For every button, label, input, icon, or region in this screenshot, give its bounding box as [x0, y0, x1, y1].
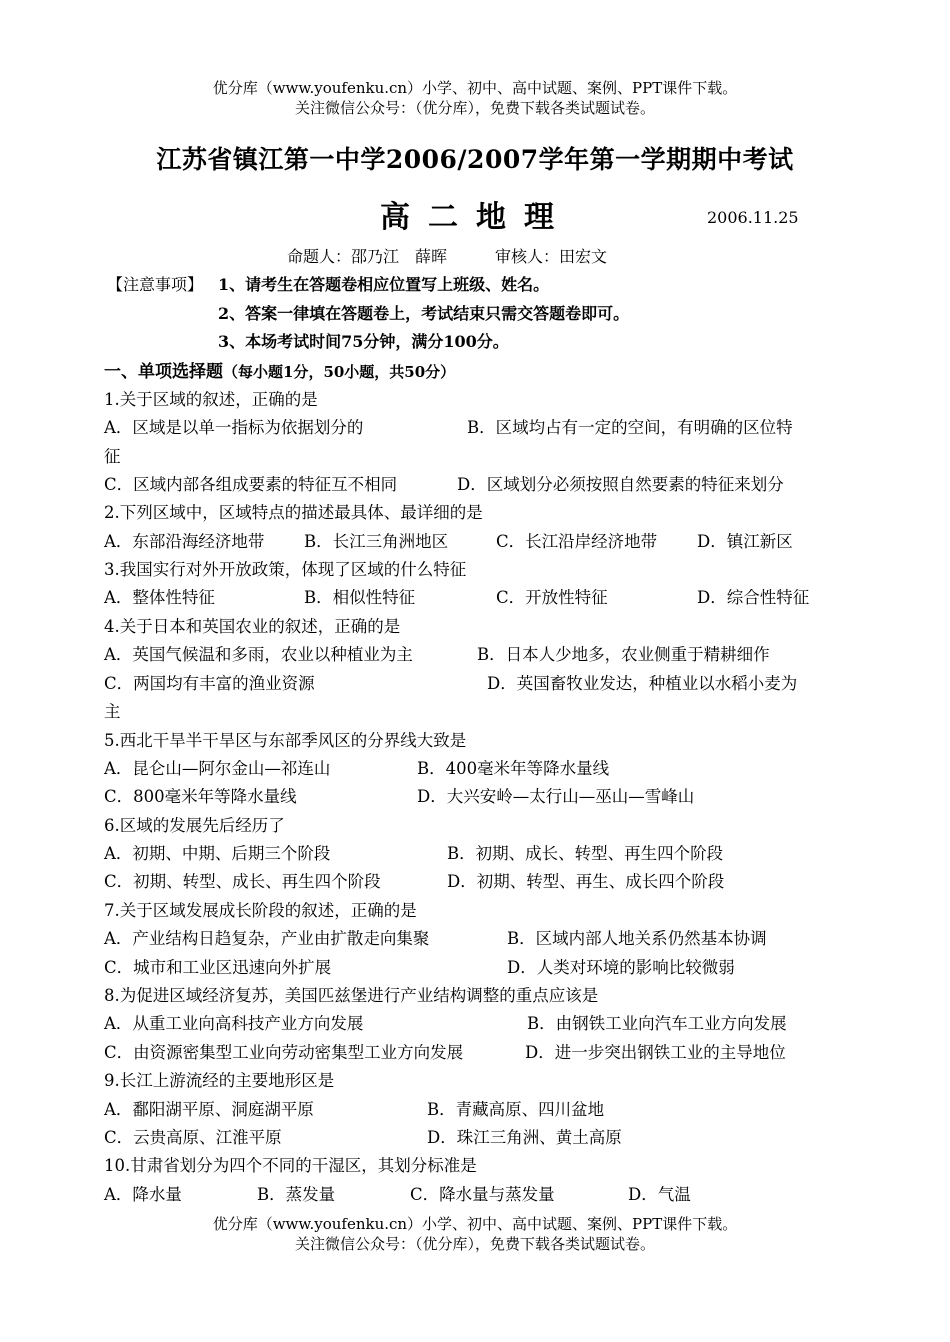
question-7-option: C．城市和工业区迅速向外扩展 [104, 958, 332, 977]
question-1-option-wrap: 征 [104, 447, 121, 466]
question-3-stem: 3.我国实行对外开放政策，体现了区域的什么特征 [104, 560, 467, 579]
question-6-option: C．初期、转型、成长、再生四个阶段 [104, 872, 381, 891]
section-title [104, 357, 455, 382]
notice-label: 【注意事项】 [107, 275, 204, 294]
question-7-option: D．人类对环境的影响比较微弱 [507, 958, 735, 977]
question-4-stem: 4.关于日本和英国农业的叙述，正确的是 [104, 617, 401, 636]
question-8-option: A．从重工业向高科技产业方向发展 [104, 1014, 364, 1033]
question-2-option: B．长江三角洲地区 [304, 532, 449, 551]
question-1-option: A．区域是以单一指标为依据划分的 [104, 418, 364, 437]
question-2-option: D．镇江新区 [697, 532, 793, 551]
notice-item-2: 2、答案一律填在答题卷上，考试结束只需交答题卷即可。 [218, 304, 630, 323]
question-3-option: C．开放性特征 [496, 588, 608, 607]
question-9-option: B．青藏高原、四川盆地 [427, 1100, 605, 1119]
question-8-option: B．由钢铁工业向汽车工业方向发展 [527, 1014, 787, 1033]
question-8-stem: 8.为促进区域经济复苏，美国匹兹堡进行产业结构调整的重点应该是 [104, 986, 599, 1005]
question-10-option: C．降水量与蒸发量 [410, 1185, 555, 1204]
question-6-option: B．初期、成长、转型、再生四个阶段 [447, 844, 724, 863]
question-5-stem: 5.西北干旱半干旱区与东部季风区的分界线大致是 [104, 731, 467, 750]
subject-title: 高二地理 [380, 200, 572, 235]
question-3-option: D．综合性特征 [697, 588, 810, 607]
question-7-option: B．区域内部人地关系仍然基本协调 [507, 929, 767, 948]
question-8-option: C．由资源密集型工业向劳动密集型工业方向发展 [104, 1043, 464, 1062]
question-5-option: A．昆仑山—阿尔金山—祁连山 [104, 759, 331, 778]
question-2-option: C．长江沿岸经济地带 [496, 532, 658, 551]
question-10-stem: 10.甘肃省划分为四个不同的干湿区，其划分标准是 [104, 1156, 477, 1175]
header-line-1: 优分库（www.youfenku.cn）小学、初中、高中试题、案例、PPT课件下载。 [212, 79, 738, 97]
footer-line-2: 关注微信公众号：（优分库），免费下载各类试题试卷。 [294, 1235, 655, 1253]
question-6-stem: 6.区域的发展先后经历了 [104, 816, 285, 835]
question-9-stem: 9.长江上游流经的主要地形区是 [104, 1071, 335, 1090]
question-8-option: D．进一步突出钢铁工业的主导地位 [525, 1043, 786, 1062]
question-10-option: D．气温 [628, 1185, 691, 1204]
question-1-option: B．区域均占有一定的空间，有明确的区位特 [467, 418, 793, 437]
question-1-option: D．区域划分必须按照自然要素的特征来划分 [457, 475, 784, 494]
exam-date: 2006.11.25 [707, 208, 799, 227]
question-3-option: B．相似性特征 [304, 588, 416, 607]
section-scoring-note: （每小题1分，50小题，共50分） [223, 363, 456, 381]
question-1-stem: 1.关于区域的叙述，正确的是 [104, 390, 318, 409]
question-4-option: A．英国气候温和多雨，农业以种植业为主 [104, 645, 413, 664]
question-9-option: C．云贵高原、江淮平原 [104, 1128, 282, 1147]
section-title-text: 一、单项选择题 [104, 362, 223, 382]
question-10-option: B．蒸发量 [257, 1185, 336, 1204]
question-4-option: D．英国畜牧业发达，种植业以水稻小麦为 [487, 674, 798, 693]
question-4-option: C．两国均有丰富的渔业资源 [104, 674, 315, 693]
question-7-option: A．产业结构日趋复杂，产业由扩散走向集聚 [104, 929, 430, 948]
question-10-option: A．降水量 [104, 1185, 182, 1204]
question-2-stem: 2.下列区域中，区域特点的描述最具体、最详细的是 [104, 503, 483, 522]
question-3-option: A．整体性特征 [104, 588, 215, 607]
question-7-stem: 7.关于区域发展成长阶段的叙述，正确的是 [104, 901, 417, 920]
question-4-option-wrap: 主 [104, 702, 121, 721]
question-1-option: C．区域内部各组成要素的特征互不相同 [104, 475, 398, 494]
header-line-2: 关注微信公众号：（优分库），免费下载各类试题试卷。 [294, 99, 655, 117]
question-4-option: B．日本人少地多，农业侧重于精耕细作 [477, 645, 770, 664]
exam-title: 江苏省镇江第一中学2006/2007学年第一学期期中考试 [156, 145, 794, 174]
question-6-option: D．初期、转型、再生、成长四个阶段 [447, 872, 725, 891]
question-5-option: B．400毫米年等降水量线 [417, 759, 610, 778]
notice-item-3: 3、本场考试时间75分钟，满分100分。 [218, 332, 509, 351]
question-5-option: C．800毫米年等降水量线 [104, 787, 297, 806]
footer-line-1: 优分库（www.youfenku.cn）小学、初中、高中试题、案例、PPT课件下载。 [212, 1215, 738, 1233]
question-9-option: D．珠江三角洲、黄土高原 [427, 1128, 622, 1147]
question-2-option: A．东部沿海经济地带 [104, 532, 265, 551]
authors-line: 命题人：邵乃江 薛晖 审核人：田宏文 [287, 247, 608, 266]
question-9-option: A．鄱阳湖平原、洞庭湖平原 [104, 1100, 314, 1119]
question-5-option: D．大兴安岭—太行山—巫山—雪峰山 [417, 787, 695, 806]
notice-item-1: 1、请考生在答题卷相应位置写上班级、姓名。 [218, 275, 550, 294]
question-6-option: A．初期、中期、后期三个阶段 [104, 844, 331, 863]
